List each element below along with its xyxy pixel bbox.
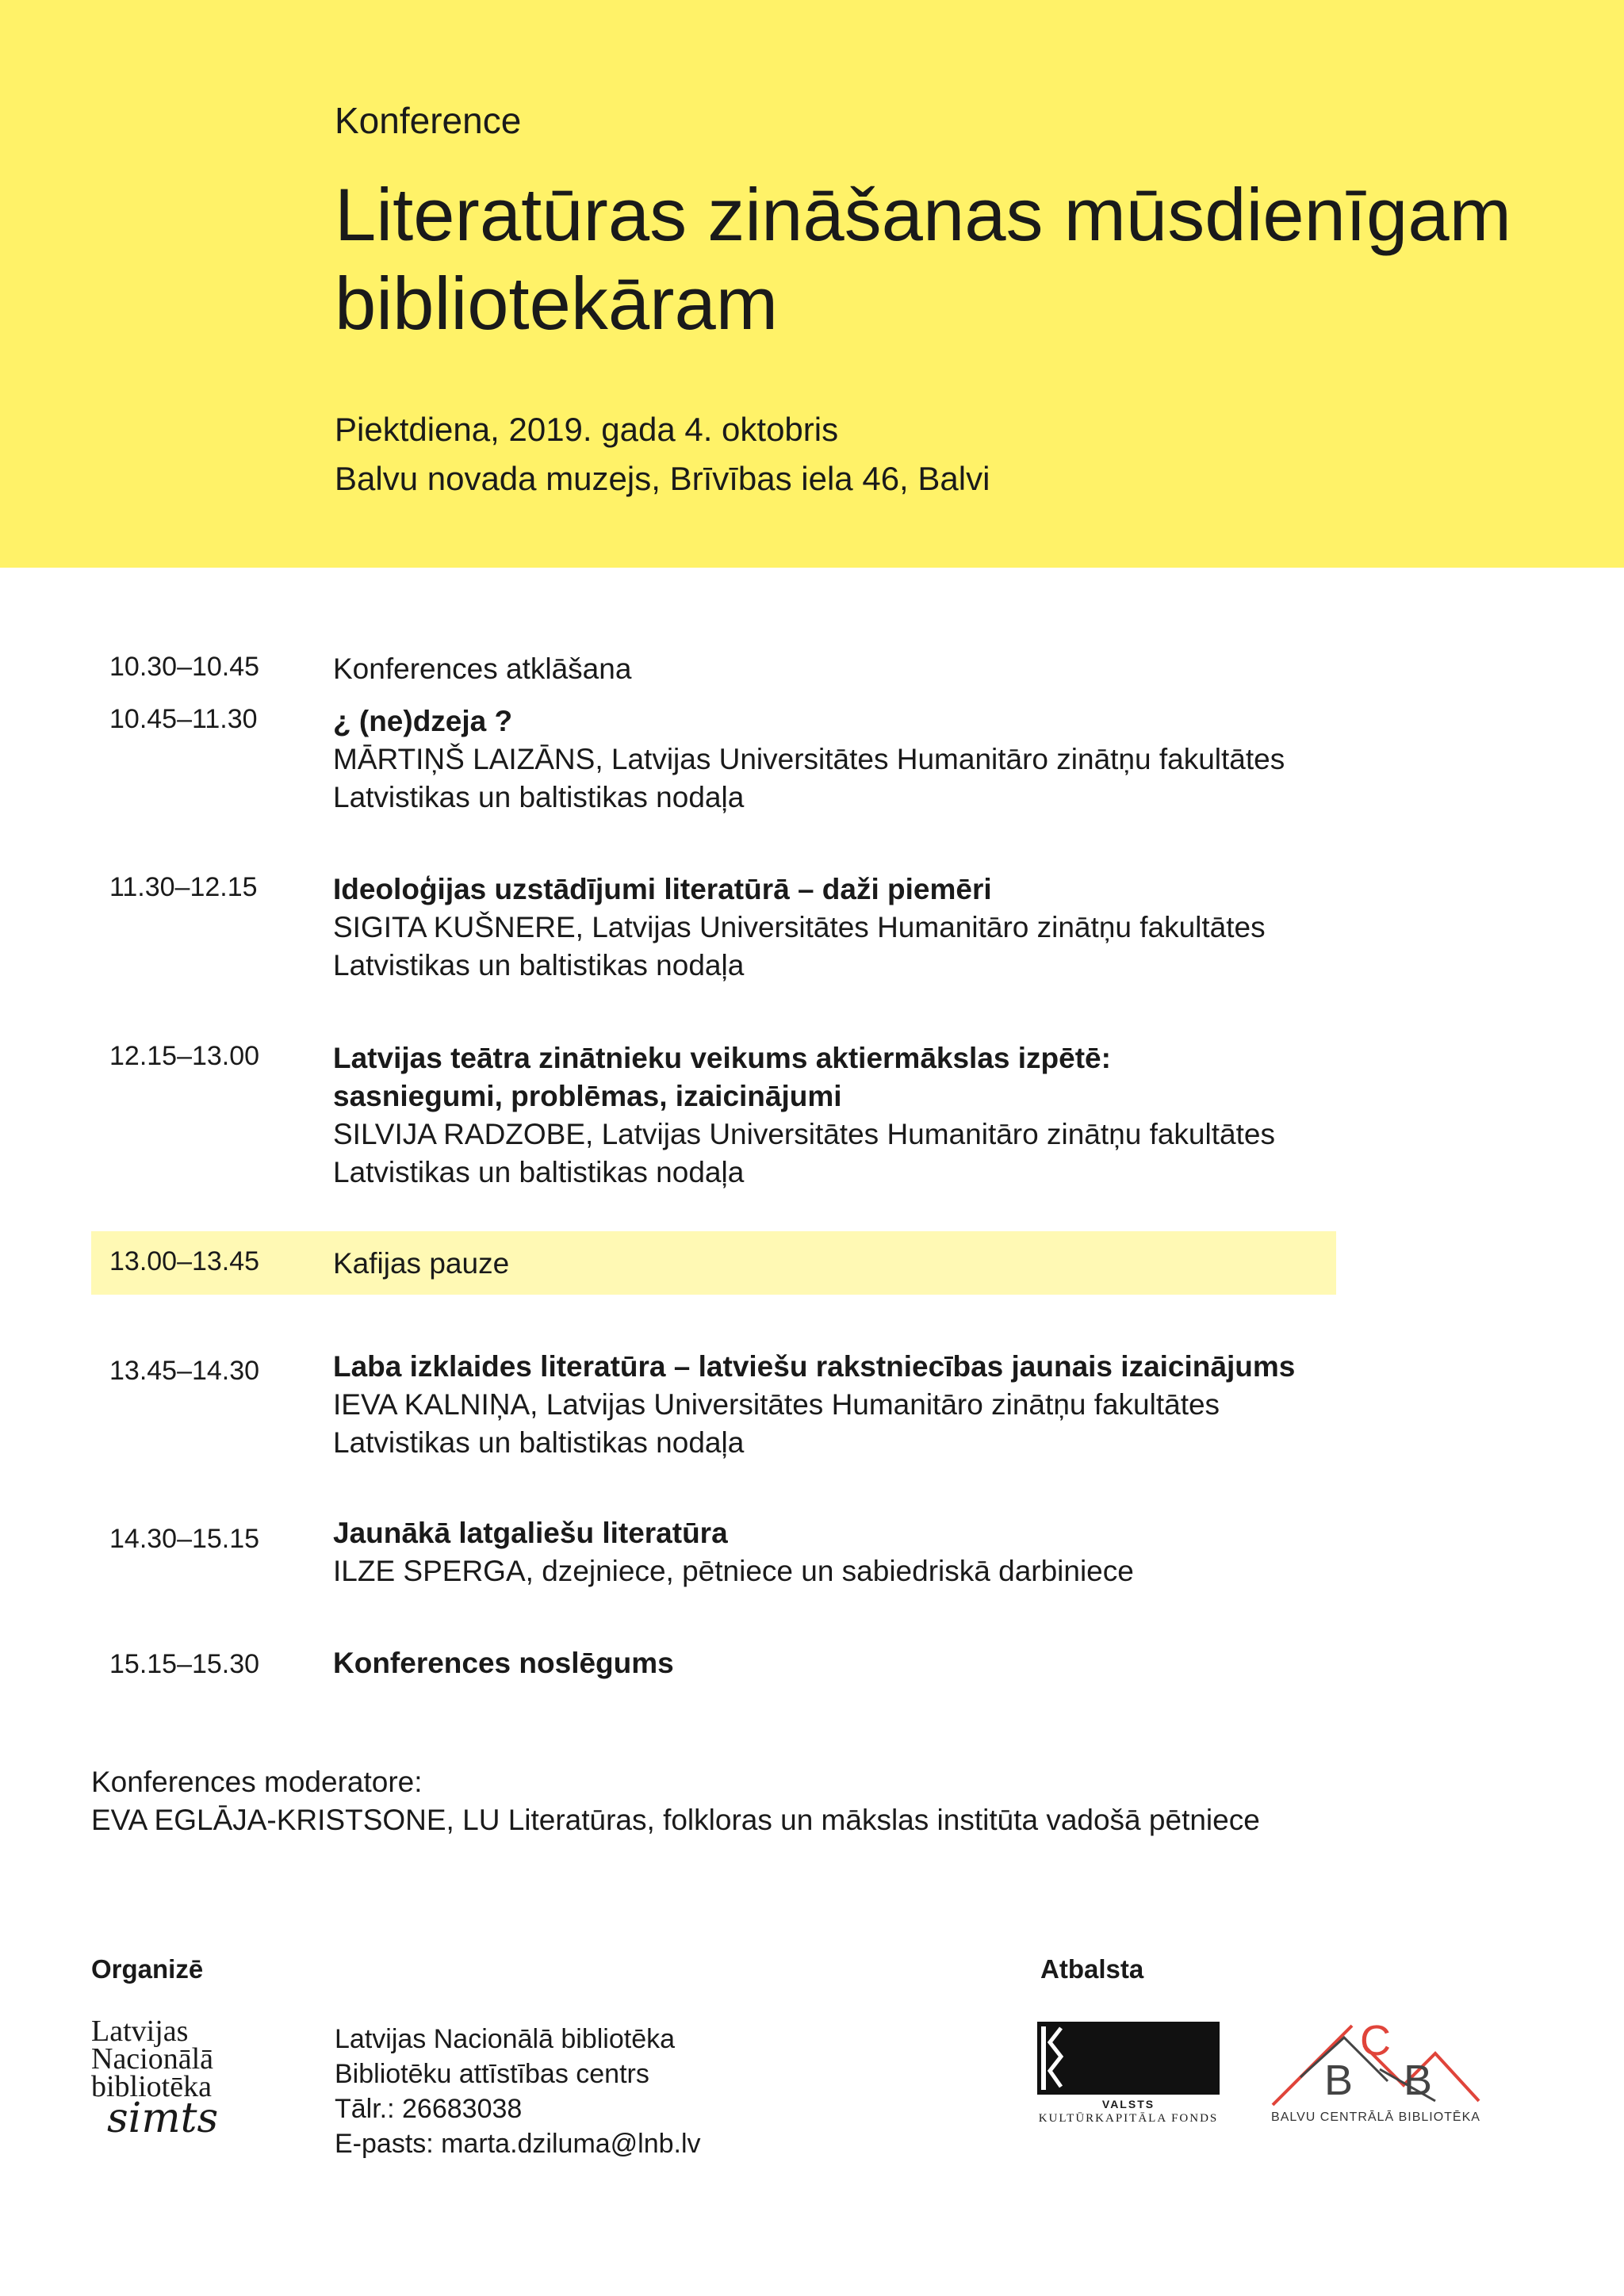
program-dept: Latvistikas un baltistikas nodaļa: [333, 949, 745, 982]
bcb-house-icon: [1269, 2014, 1483, 2109]
moderator-label: Konferences moderatore:: [91, 1766, 423, 1798]
program-dept: Latvistikas un baltistikas nodaļa: [333, 1156, 745, 1188]
lnb-logo-line: bibliotēka: [91, 2070, 212, 2103]
program-time: 13.00–13.45: [109, 1246, 260, 1276]
supporter-label: Atbalsta: [1040, 1954, 1144, 1984]
program-item: [333, 702, 1285, 817]
program-title: Jaunākā latgaliešu literatūra: [333, 1517, 728, 1549]
program-speaker: ILZE SPERGA, dzejniece, pētniece un sabiedriskā darbiniece: [333, 1555, 1134, 1587]
program-title: Laba izklaides literatūra – latviešu rakstniecības jaunais izaicinājums: [333, 1350, 1296, 1383]
program-item: [333, 871, 1266, 985]
program-title: Ideoloģijas uzstādījumi literatūrā – daži piemēri: [333, 873, 992, 905]
event-venue: Balvu novada muzejs, Brīvības iela 46, Balvi: [335, 460, 990, 497]
program-speaker: MĀRTIŅŠ LAIZĀNS, Latvijas Universitātes Humanitāro zinātņu fakultātes: [333, 743, 1285, 775]
program-speaker: SIGITA KUŠNERE, Latvijas Universitātes Humanitāro zinātņu fakultātes: [333, 911, 1266, 943]
organizer-label: Organizē: [91, 1954, 204, 1984]
program-title: Konferences atklāšana: [333, 652, 632, 685]
moderator-block: [91, 1763, 1260, 1839]
program-time: 10.45–11.30: [109, 704, 258, 734]
coffee-break-highlight: [91, 1231, 1336, 1295]
program-item: [333, 1514, 1134, 1590]
event-kicker: Konference: [335, 100, 522, 141]
program-item: [333, 1245, 509, 1283]
contact-block: [335, 2022, 701, 2161]
program-time: 10.30–10.45: [109, 652, 260, 682]
program-item: [333, 650, 631, 688]
lnb-logo-line: Latvijas: [91, 2015, 189, 2048]
bcb-logo-caption: BALVU CENTRĀLĀ BIBLIOTĒKA: [1271, 2110, 1480, 2124]
lnb-logo-signature: simts: [107, 2095, 219, 2142]
bcb-letter: B: [1324, 2057, 1354, 2104]
program-time: 13.45–14.30: [109, 1356, 260, 1386]
program-title: ¿ (ne)dzeja ?: [333, 705, 513, 737]
contact-email[interactable]: E-pasts: marta.dziluma@lnb.lv: [335, 2129, 701, 2159]
contact-phone: Tālr.: 26683038: [335, 2094, 523, 2124]
program-title-cont: sasniegumi, problēmas, izaicinājumi: [333, 1080, 842, 1112]
event-date: Piektdiena, 2019. gada 4. oktobris: [335, 411, 839, 448]
program-title: Kafijas pauze: [333, 1247, 510, 1280]
program-dept: Latvistikas un baltistikas nodaļa: [333, 1426, 745, 1459]
program-item: [333, 1039, 1275, 1192]
program-time: 11.30–12.15: [109, 872, 258, 902]
moderator-name: EVA EGLĀJA-KRISTSONE, LU Literatūras, folkloras un mākslas institūta vadošā pētniece: [91, 1804, 1260, 1836]
vkf-logo: [1037, 2022, 1220, 2125]
program-time: 12.15–13.00: [109, 1041, 260, 1071]
bcb-letter: B: [1404, 2057, 1433, 2104]
program-title: Latvijas teātra zinātnieku veikums aktiermākslas izpētē:: [333, 1042, 1111, 1074]
event-title: Literatūras zināšanas mūsdienīgam bibliotekāram: [335, 173, 1511, 345]
bcb-letter: C: [1360, 2017, 1391, 2064]
program-time: 14.30–15.15: [109, 1524, 260, 1554]
program-speaker: SILVIJA RADZOBE, Latvijas Universitātes Humanitāro zinātņu fakultātes: [333, 1118, 1275, 1150]
lnb-logo: [91, 2015, 297, 2152]
bcb-logo: [1269, 2014, 1483, 2133]
vkf-logo-line2: KULTŪRKAPITĀLA FONDS: [1038, 2112, 1219, 2125]
contact-org: Latvijas Nacionālā bibliotēka: [335, 2024, 676, 2054]
vkf-k-icon: [1037, 2022, 1220, 2095]
contact-center: Bibliotēku attīstības centrs: [335, 2059, 649, 2089]
program-title: Konferences noslēgums: [333, 1647, 674, 1679]
program-dept: Latvistikas un baltistikas nodaļa: [333, 781, 745, 813]
program-speaker: IEVA KALNIŅA, Latvijas Universitātes Humanitāro zinātņu fakultātes: [333, 1388, 1220, 1421]
vkf-logo-line1: VALSTS: [1101, 2098, 1155, 2110]
lnb-logo-line: Nacionālā: [91, 2042, 214, 2076]
program-item: [333, 1644, 674, 1682]
program-item: [333, 1348, 1295, 1462]
vkf-logo-mark: [1037, 2022, 1220, 2095]
program-time: 15.15–15.30: [109, 1649, 260, 1679]
